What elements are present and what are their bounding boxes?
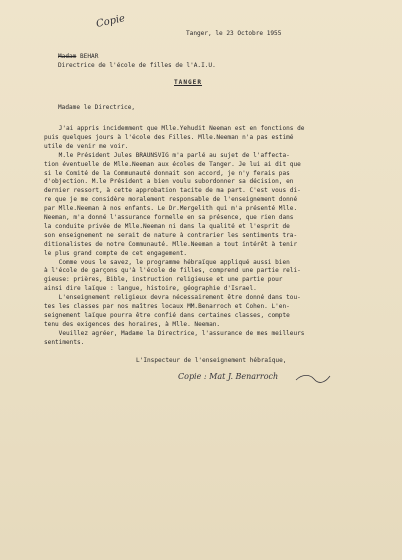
body-line: par Mlle.Neeman à nos enfants. Le Dr.Mergelith qui m'a présenté Mlle.	[44, 205, 298, 213]
signature-note: Copie : Mat J. Benarroch	[178, 372, 279, 381]
body-line: à l'école de garçons qu'à l'école de filles, comprend une partie reli-	[44, 267, 301, 275]
body-line: Comme vous le savez, le programme hébraïque appliqué aussi bien	[44, 258, 290, 266]
body-line: J'ai appris incidemment que Mlle.Yehudit Neeman est en fonctions de	[44, 125, 305, 132]
body-line: M.le Président Jules BRAUNSVIG m'a parlé au sujet de l'affecta-	[44, 151, 290, 159]
body-line: le plus grand compte de cet engagement.	[44, 249, 188, 257]
body-line: L'enseignement religieux devra nécessairement être donné dans tou-	[44, 294, 301, 302]
recipient-name: BEHAR	[80, 53, 99, 60]
copie-annotation: Copie	[95, 13, 127, 30]
body-line: utile de venir me voir.	[44, 142, 129, 150]
body-line: Neeman, m'a donné l'assurance formelle en sa présence, que rien dans	[44, 214, 294, 221]
body-line: dernier ressort, à cette approbation tacite de ma part. C'est vous di-	[44, 187, 301, 195]
body-line: son enseignement ne serait de nature à contrarier les sentiments tra-	[44, 231, 298, 239]
body-line: tion éventuelle de Mlle.Neeman aux écoles de Tanger. Je lui ai dit que	[44, 160, 301, 168]
body-line: seignement laïque pourra être confié dans certaines classes, compte	[44, 311, 290, 319]
body-line: sentiments.	[44, 338, 85, 346]
recipient-prefix: Madam	[58, 53, 77, 60]
place-date: Tanger, le 23 Octobre 1955	[186, 30, 282, 37]
body-line: re que je me considère moralement responsable de l'enseignement donné	[44, 196, 298, 204]
body-line: tenu des exigences des horaires, à Mlle. Neeman.	[44, 320, 221, 328]
salutation: Madame le Directrice,	[58, 104, 136, 111]
body-line: ditionalistes de notre Communauté. Mlle.Neeman a tout intérêt à tenir	[44, 240, 298, 248]
signature-scribble	[178, 370, 338, 392]
closing: L'Inspecteur de l'enseignement hébraïque,	[136, 357, 287, 364]
city-heading: TANGER	[174, 79, 203, 86]
signature-block	[178, 370, 338, 392]
recipient-title: Directrice de l'école de filles de l'A.I.U.	[58, 62, 216, 69]
body-line: Veuillez agréer, Madame la Directrice, l'assurance de mes meilleurs	[44, 329, 305, 337]
body-line: ainsi dire laïque : langue, histoire, géographie d'Israel.	[44, 285, 257, 293]
recipient-line	[58, 53, 98, 60]
body-line: tes les classes par nos maîtres locaux MM.Benarroch et Cohen. L'en-	[44, 303, 290, 310]
body-line: d'objection. M.le Président a bien voulu subordonner sa décision, en	[44, 178, 294, 186]
body-line: puis quelques jours à l'école des Filles. Mlle.Neeman n'a pas estimé	[44, 133, 294, 141]
body-line: gieuse: prières, Bible, instruction religieuse et une partie pour	[44, 276, 283, 284]
body-line: si le Comité de la Communauté donnait son accord, je n'y ferais pas	[44, 169, 290, 177]
body-line: la conduite privée de Mlle.Neeman ni dans la qualité et l'esprit de	[44, 222, 290, 230]
